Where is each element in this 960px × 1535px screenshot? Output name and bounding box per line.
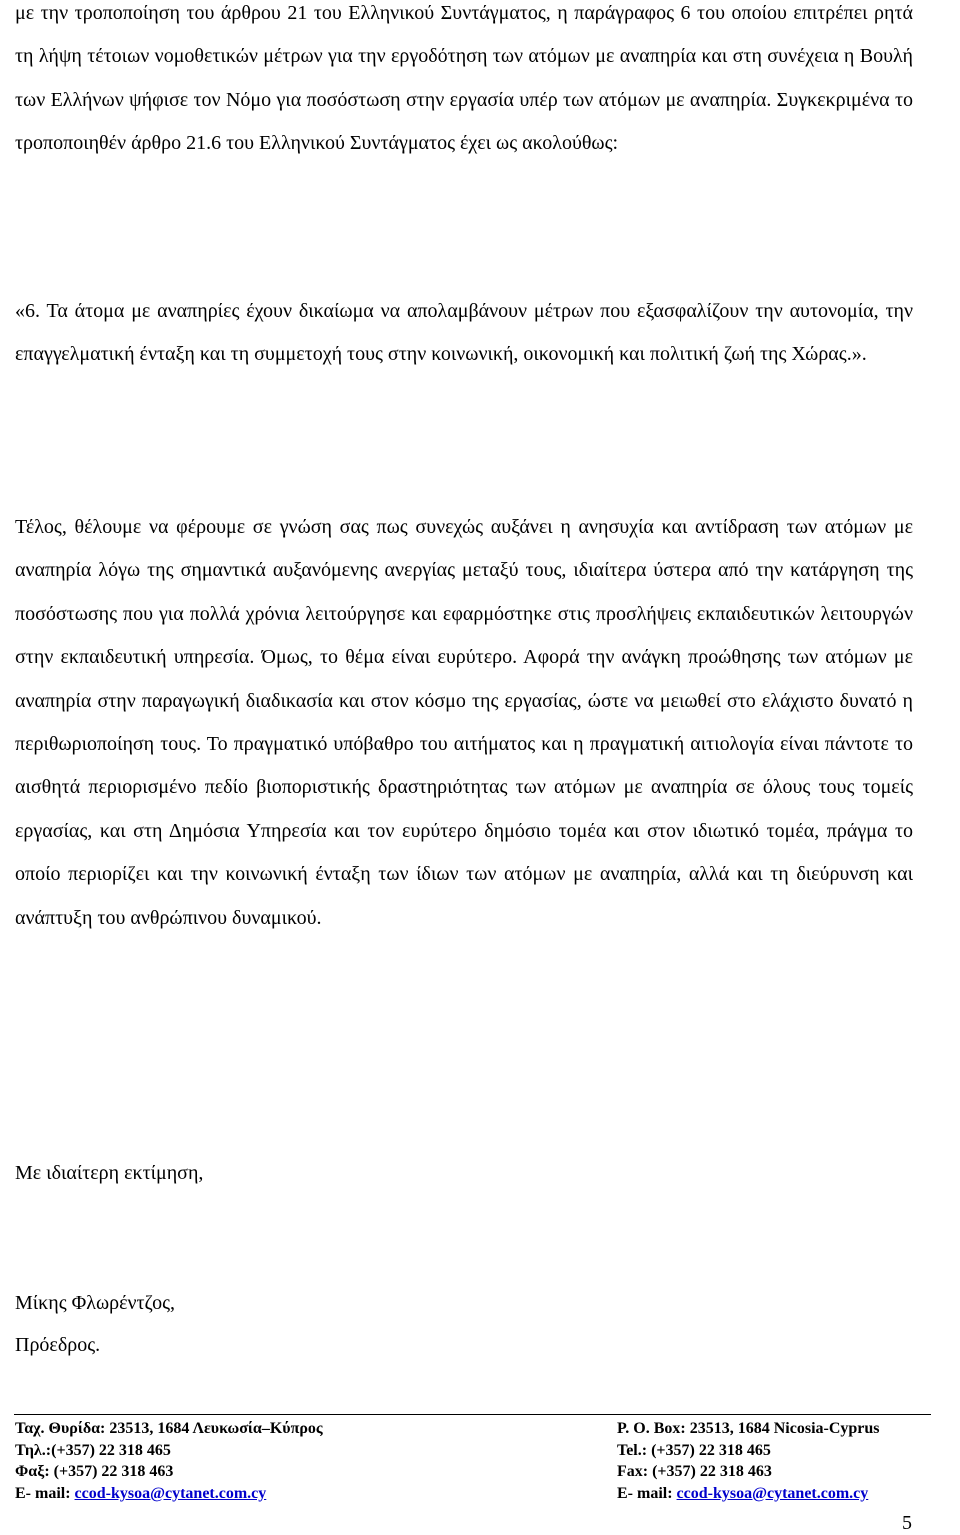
footer-english-contact [617, 1418, 937, 1504]
footer-greek-contact [15, 1418, 575, 1504]
footer-address-gr: Ταχ. Θυρίδα: 23513, 1684 Λευκωσία–Κύπρος [15, 1420, 323, 1437]
footer-email-label-gr: E- mail: [15, 1484, 75, 1502]
footer-divider [14, 1414, 931, 1415]
paragraph-unemployment-concern: Τέλος, θέλουμε να φέρουμε σε γνώση σας πως συνεχώς αυξάνει η ανησυχία και αντίδραση των ατόμων με αναπηρία λόγω της σημαντικά αυξανόμενης ανεργίας μεταξύ τους, ιδιαίτερα ύστερα από την κατάργηση της ποσόστωσης που για πολλά χρόνια λειτούργησε και εφαρμόστηκε στις προσλήψεις εκπαιδευτικών λειτουργών στην εκπαιδευτική υπηρεσία. Όμως, το θέμα είναι ευρύτερο. Αφορά την ανάγκη προώθησης των ατόμων με αναπηρία στην παραγωγική διαδικασία και στον κόσμο της εργασίας, ώστε να μειωθεί στο ελάχιστο δυνατό η περιθωριοποίηση τους. Το πραγματικό υπόβαθρο του αιτήματος και η πραγματική αιτιολογία είναι πάντοτε το αισθητά περιορισμένο πεδίο βιοποριστικής δραστηριότητας των ατόμων με αναπηρία σε όλους τους τομείς εργασίας, και στη Δημόσια Υπηρεσία και τον ευρύτερο δημόσιο τομέα και στον ιδιωτικό τομέα, πράγμα το οποίο περιορίζει και την κοινωνική ένταξη των ίδιων των ατόμων με αναπηρία, αλλά και τη διεύρυνση και ανάπτυξη του ανθρώπινου δυναμικού. [15, 516, 913, 929]
footer-email-link-en[interactable]: ccod-kysoa@cytanet.com.cy [676, 1484, 869, 1502]
footer-fax-en: Fax: (+357) 22 318 463 [617, 1463, 772, 1480]
quote-article-21-6: «6. Τα άτομα με αναπηρίες έχουν δικαίωμα να απολαμβάνουν μέτρων που εξασφαλίζουν την αυτονομία, την επαγγελματική ένταξη και τη συμμετοχή τους στην κοινωνική, οικονομική και πολιτική ζωή της Χώρας.». [15, 300, 913, 366]
paragraph-constitution-amendment: με την τροποποίηση του άρθρου 21 του Ελληνικού Συντάγματος, η παράγραφος 6 του οποίου επιτρέπει ρητά τη λήψη τέτοιων νομοθετικών μέτρων για την εργοδότηση των ατόμων με αναπηρία και στη συνέχεια η Βουλή των Ελλήνων ψήφισε τον Νόμο για ποσόστωση στην εργασία υπέρ των ατόμων με αναπηρία. Συγκεκριμένα το τροποποιηθέν άρθρο 21.6 του Ελληνικού Συντάγματος έχει ως ακολούθως: [15, 2, 913, 155]
footer-address-en: P. O. Box: 23513, 1684 Nicosia-Cyprus [617, 1420, 880, 1437]
footer-email-row-en [617, 1483, 937, 1505]
closing-salutation: Με ιδιαίτερη εκτίμηση, [15, 1162, 204, 1184]
signatory-title: Πρόεδρος. [15, 1334, 101, 1356]
footer-email-link-gr[interactable]: ccod-kysoa@cytanet.com.cy [74, 1484, 267, 1502]
footer-phone-en: Tel.: (+357) 22 318 465 [617, 1441, 771, 1459]
page-number: 5 [902, 1512, 912, 1534]
footer-email-row-gr [15, 1483, 575, 1505]
footer-phone-gr: Τηλ.:(+357) 22 318 465 [15, 1441, 171, 1459]
footer-email-label-en: E- mail: [617, 1484, 677, 1502]
signatory-name: Μίκης Φλωρέντζος, [15, 1292, 176, 1314]
footer-fax-gr: Φαξ: (+357) 22 318 463 [15, 1463, 174, 1480]
